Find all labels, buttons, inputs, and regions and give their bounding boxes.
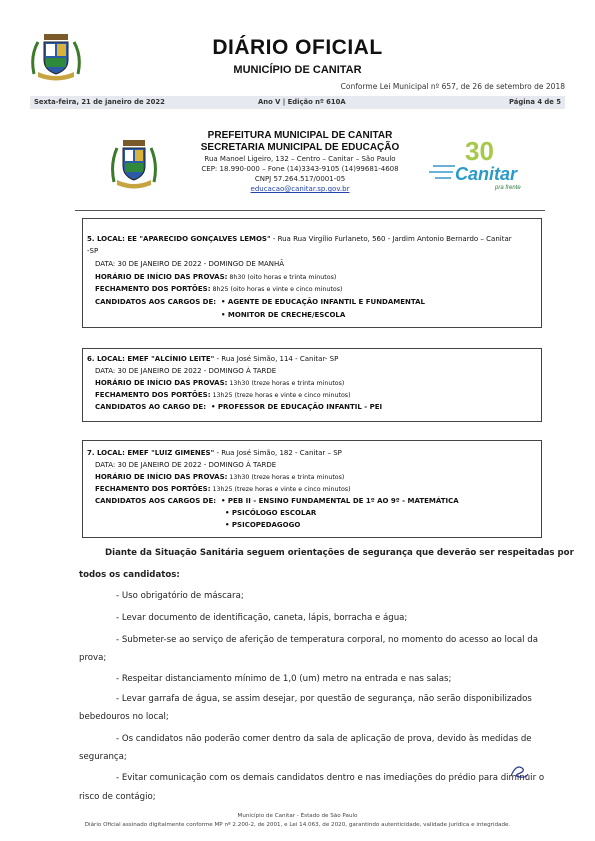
signature-icon (508, 762, 530, 780)
safety-item: - Levar documento de identificação, caneta, lápis, borracha e água; (116, 613, 408, 623)
cnpj-line: CNPJ 57.264.517/0001-05 (254, 175, 346, 183)
law-reference: Conforme Lei Municipal nº 657, de 26 de setembro de 2018 (340, 82, 565, 91)
candidates-label: CANDIDATOS AO CARGO DE: (95, 403, 206, 411)
safety-item-cont: segurança; (79, 752, 127, 762)
gates-label: FECHAMENTO DOS PORTÕES: (95, 485, 211, 493)
role-item: • MONITOR DE CRECHE/ESCOLA (221, 311, 346, 319)
location-address: - Rua Rua Virgílio Furlaneto, 560 - Jardim Antonio Bernardo – Canitar (270, 235, 512, 243)
role-item: • PSICOPEDAGOGO (225, 521, 301, 529)
start-time-label: HORÁRIO DE INÍCIO DAS PROVAS: (95, 473, 228, 481)
email-link[interactable]: educacao@canitar.sp.gov.br (250, 185, 350, 193)
exam-date: DATA: 30 DE JANEIRO DE 2022 - DOMINGO À TARDE (95, 367, 277, 375)
role-item: • AGENTE DE EDUCAÇÃO INFANTIL E FUNDAMENTAL (221, 298, 425, 306)
safety-item: - Evitar comunicação com os demais candidatos dentro e nas imediações do prédio para diminuir o (116, 773, 545, 783)
safety-item-cont: bebedouros no local; (79, 712, 169, 722)
issue-date: Sexta-feira, 21 de janeiro de 2022 (34, 98, 165, 106)
prefeitura-title: PREFEITURA MUNICIPAL DE CANITAR (207, 130, 393, 141)
exam-date: DATA: 30 DE JANEIRO DE 2022 - DOMINGO À TARDE (95, 461, 277, 469)
safety-item-cont: risco de contágio; (79, 792, 156, 802)
location-address-cont: -SP (87, 247, 99, 255)
exam-location-box-6 (82, 348, 542, 422)
safety-item: - Respeitar distanciamento mínimo de 1,0 (um) metro na entrada e nas salas; (116, 674, 452, 684)
prefeitura-crest-icon (110, 136, 158, 190)
start-time-value: 13h30 (treze horas e trinta minutos) (227, 380, 345, 387)
secretaria-title: SECRETARIA MUNICIPAL DE EDUCAÇÃO (200, 142, 400, 153)
newspaper-title: DIÁRIO OFICIAL (212, 36, 383, 59)
location-heading: 6. LOCAL: EMEF "ALCÍNIO LEITE" (87, 355, 215, 363)
header-divider (75, 210, 545, 211)
svg-text:30: 30 (465, 136, 494, 166)
safety-item: - Os candidatos não poderão comer dentro da sala de aplicação de prova, devido às medidas de (116, 734, 532, 744)
newspaper-subtitle: MUNICÍPIO DE CANITAR (233, 64, 362, 76)
location-address: - Rua José Simão, 182 - Canitar – SP (214, 449, 342, 457)
role-item: • PROFESSOR DE EDUCAÇÃO INFANTIL - PEI (211, 403, 383, 411)
page-number: Página 4 de 5 (508, 98, 561, 106)
gates-label: FECHAMENTO DOS PORTÕES: (95, 285, 211, 293)
gates-label: FECHAMENTO DOS PORTÕES: (95, 391, 211, 399)
cep-phone-line: CEP: 18.990-000 – Fone (14)3343-9105 (14)99681-4608 (201, 165, 399, 173)
start-time-value: 13h30 (treze horas e trinta minutos) (227, 474, 345, 481)
role-item: • PSICÓLOGO ESCOLAR (225, 509, 317, 517)
location-address: - Rua José Simão, 114 - Canitar- SP (214, 355, 339, 363)
safety-item: - Levar garrafa de água, se assim desejar, por questão de segurança, não serão disponibilizados (116, 694, 532, 704)
safety-item: - Uso obrigatório de máscara; (116, 591, 244, 601)
safety-intro: Diante da Situação Sanitária seguem orientações de segurança que deverão ser respeitadas por (105, 548, 574, 558)
candidates-label: CANDIDATOS AOS CARGOS DE: (95, 497, 217, 505)
role-item: • PEB II - ENSINO FUNDAMENTAL DE 1º AO 9º - MATEMÁTICA (221, 497, 459, 505)
safety-item-cont: prova; (79, 653, 107, 663)
safety-intro-cont: todos os candidatos: (79, 570, 180, 580)
exam-location-box-5 (82, 218, 542, 328)
gates-value: 13h25 (treze horas e vinte e cinco minutos) (210, 486, 351, 493)
address-line: Rua Manoel Ligeiro, 132 – Centro – Canitar – São Paulo (204, 155, 396, 163)
start-time-value: 8h30 (oito horas e trinta minutos) (227, 274, 337, 281)
svg-text:Canitar: Canitar (455, 164, 518, 184)
gates-value: 8h25 (oito horas e vinte e cinco minutos) (210, 286, 343, 293)
exam-date: DATA: 30 DE JANEIRO DE 2022 - DOMINGO DE MANHÃ (95, 260, 285, 268)
footer-legal-note: Diário Oficial assinado digitalmente conforme MP nº 2.200-2, de 2001, e Lei 14.063, de 2020, garantindo autenticidade, validade jurídica e integridade. (84, 822, 511, 828)
location-heading: 7. LOCAL: EMEF "LUIZ GIMENES" (87, 449, 215, 457)
exam-location-box-7 (82, 440, 542, 538)
canitar-30-anos-logo-icon (425, 132, 545, 192)
footer-municipality: Município de Canitar - Estado de São Paulo (237, 813, 358, 819)
edition-info-bar (30, 96, 565, 109)
location-heading: 5. LOCAL: EE "APARECIDO GONÇALVES LEMOS" (87, 235, 271, 243)
safety-item: - Submeter-se ao serviço de aferição de temperatura corporal, no momento do acesso ao local da (116, 635, 538, 645)
start-time-label: HORÁRIO DE INÍCIO DAS PROVAS: (95, 273, 228, 281)
candidates-label: CANDIDATOS AOS CARGOS DE: (95, 298, 217, 306)
start-time-label: HORÁRIO DE INÍCIO DAS PROVAS: (95, 379, 228, 387)
gates-value: 13h25 (treze horas e vinte e cinco minutos) (210, 392, 351, 399)
edition-number: Ano V | Edição nº 610A (258, 98, 346, 106)
svg-text:pra frente: pra frente (495, 185, 521, 191)
